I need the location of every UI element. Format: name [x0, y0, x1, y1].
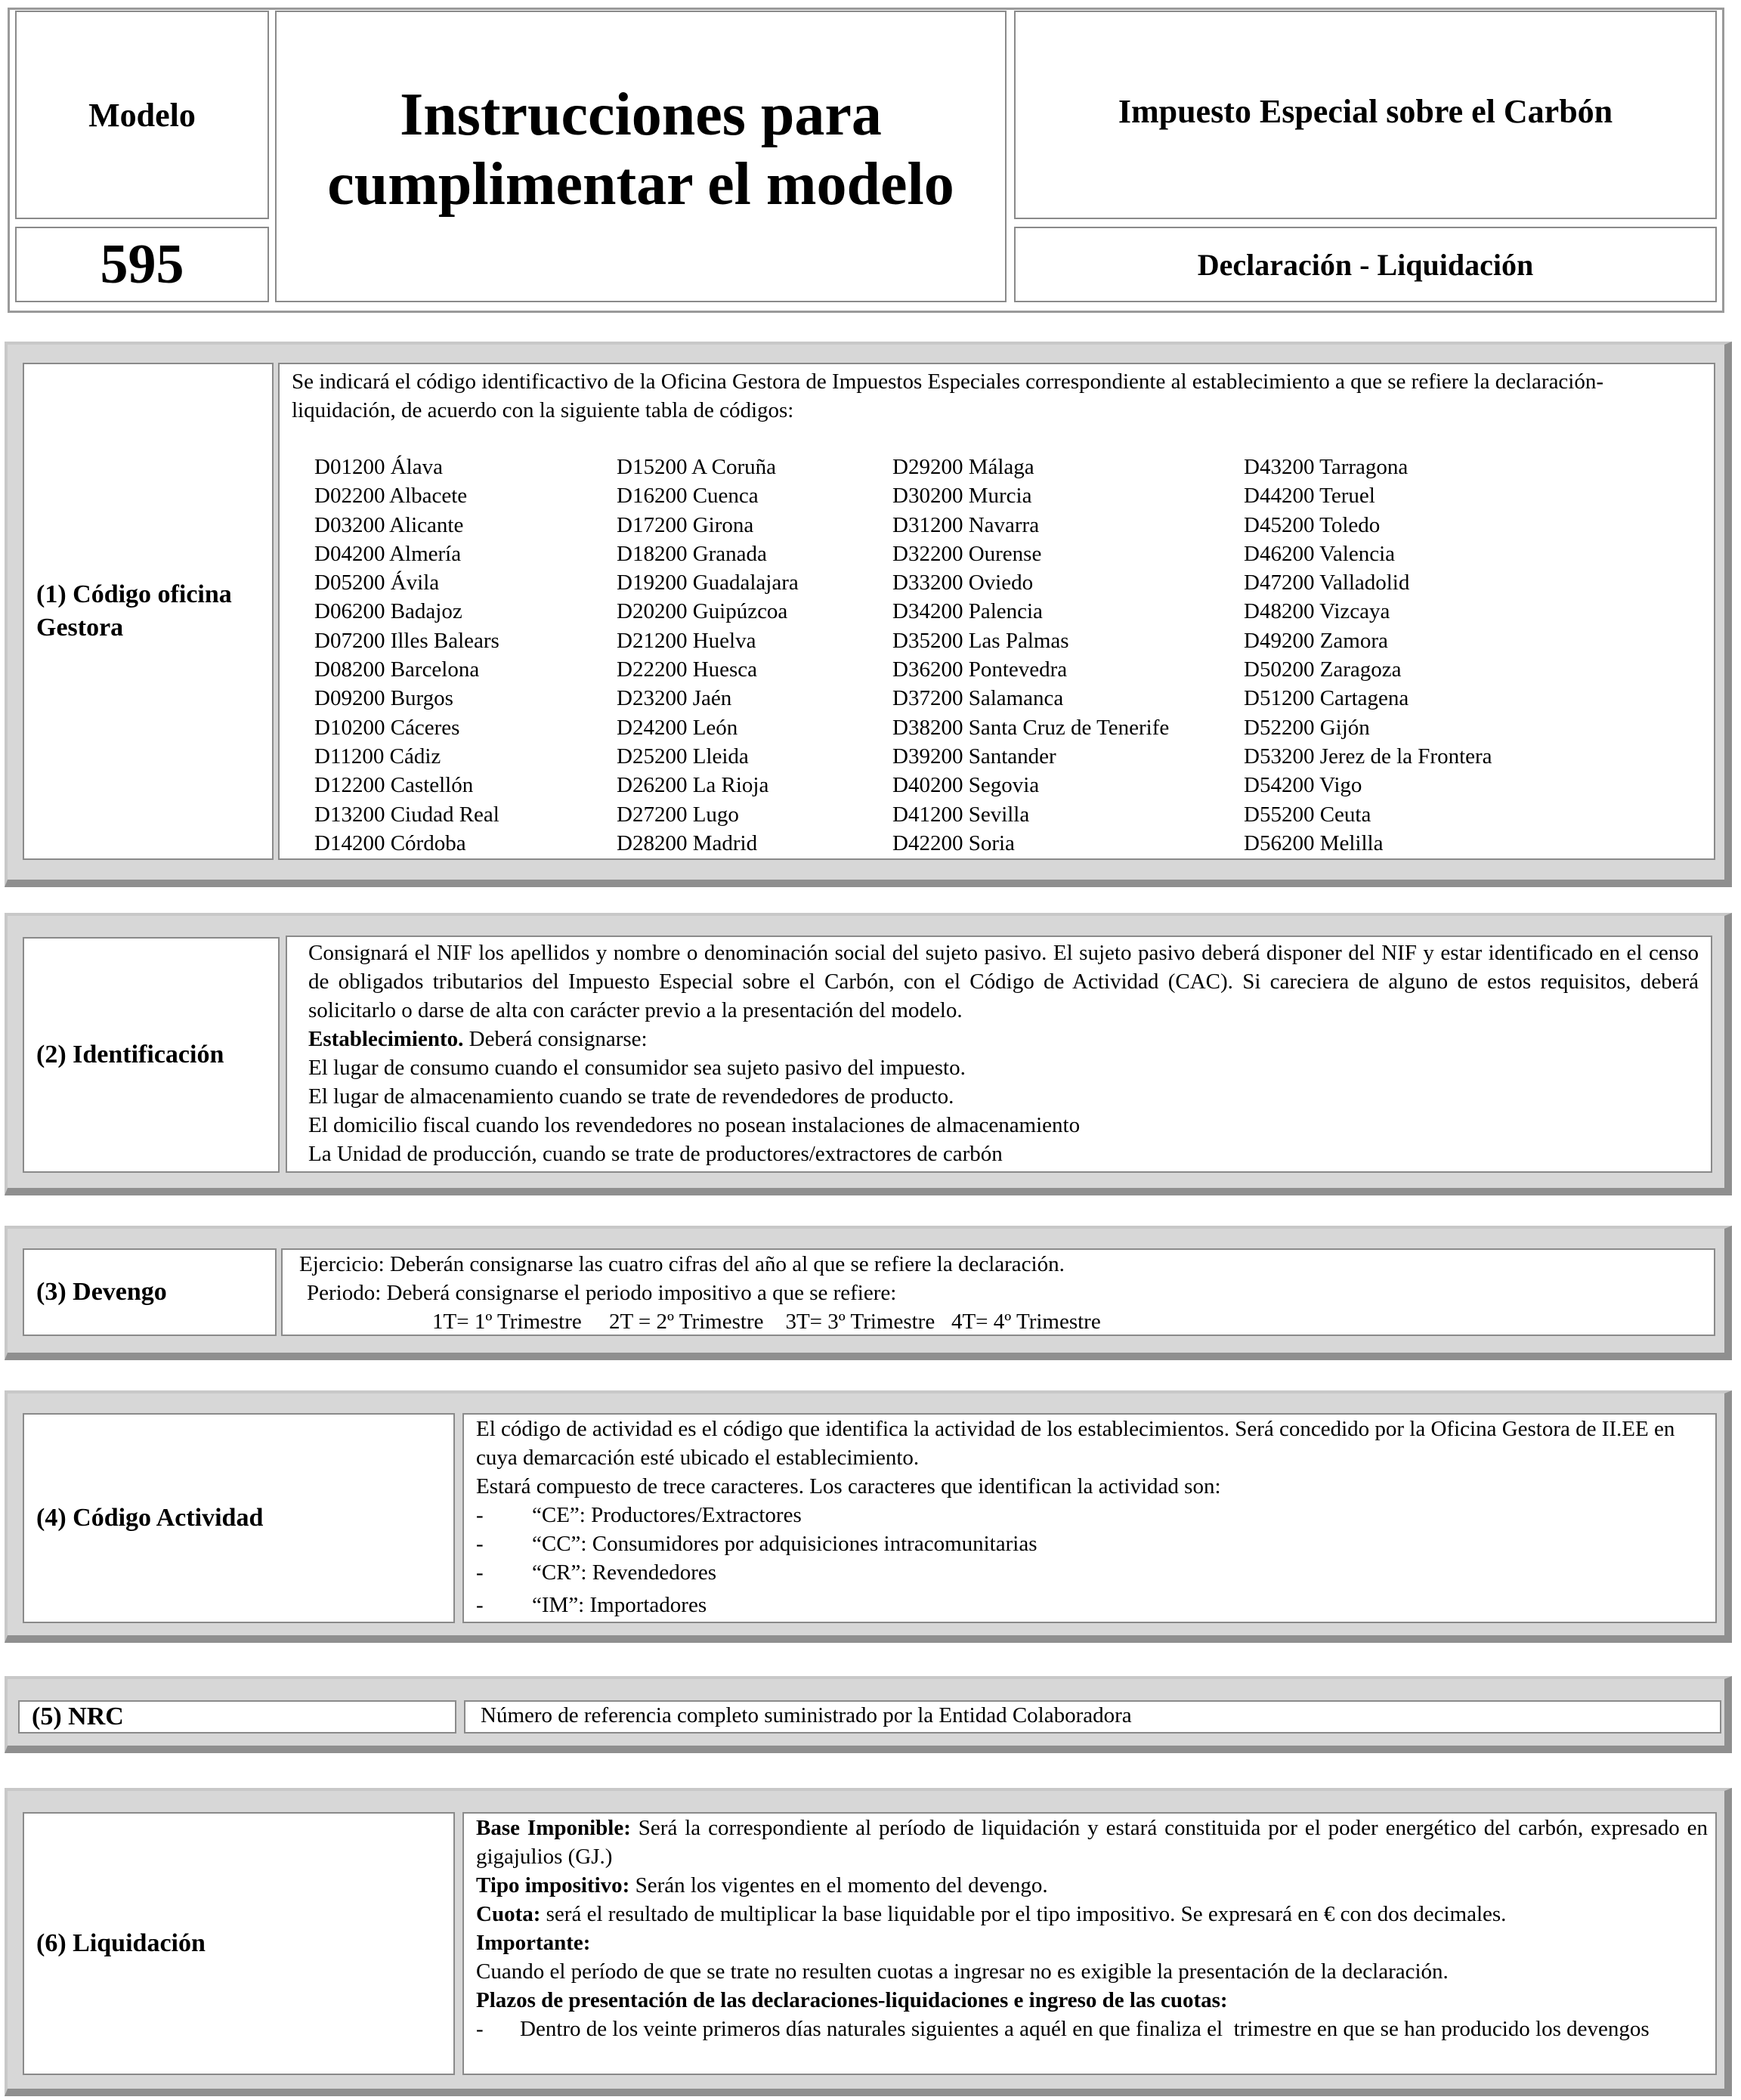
code-item: D46200 Valencia	[1244, 541, 1395, 566]
code-item: D44200 Teruel	[1244, 484, 1375, 509]
code-item: D29200 Málaga	[892, 455, 1034, 479]
code-item: D40200 Segovia	[892, 773, 1040, 798]
code-item: D04200 Almería	[314, 541, 462, 566]
code-item: D14200 Córdoba	[314, 830, 466, 855]
code-item: D11200 Cádiz	[314, 744, 441, 769]
activity-item	[476, 1591, 1708, 1619]
activity-text: “CE”: Productores/Extractores	[532, 1503, 802, 1527]
section-5-label: (5) NRC	[18, 1700, 456, 1734]
code-item: D30200 Murcia	[892, 484, 1032, 509]
code-item: D21200 Huelva	[617, 628, 756, 653]
code-item: D38200 Santa Cruz de Tenerife	[892, 715, 1170, 740]
tipo-impositivo-heading: Tipo impositivo:	[476, 1873, 630, 1897]
code-item: D52200 Gijón	[1244, 715, 1370, 740]
code-item: D49200 Zamora	[1244, 628, 1388, 653]
plazos-heading: Plazos de presentación de las declaraciones-liquidaciones e ingreso de las cuotas:	[476, 1988, 1228, 2012]
list-dash: -	[476, 1593, 484, 1617]
document-type: Declaración - Liquidación	[1014, 227, 1717, 302]
code-item: D37200 Salamanca	[892, 686, 1064, 711]
trimestre-line: 1T= 1º Trimestre 2T = 2º Trimestre 3T= 3º Trimestre 4T= 4º Trimestre	[432, 1310, 1101, 1334]
codes-column-3	[892, 453, 1169, 858]
codes-column-2	[617, 453, 799, 858]
code-item: D01200 Álava	[314, 455, 443, 479]
code-item: D53200 Jerez de la Frontera	[1244, 744, 1492, 769]
section-2-label: (2) Identificación	[23, 937, 280, 1173]
activity-item	[476, 1501, 1708, 1529]
code-item: D54200 Vigo	[1244, 773, 1362, 798]
code-item: D55200 Ceuta	[1244, 802, 1371, 827]
code-item: D23200 Jaén	[617, 686, 732, 711]
code-item: D50200 Zaragoza	[1244, 657, 1402, 682]
base-imponible-text: Será la correspondiente al período de liquidación y estará constituida por el poder energético del carbón, expresado en gigajulios (GJ.)	[476, 1816, 1714, 1869]
code-item: D45200 Toledo	[1244, 512, 1381, 537]
code-item: D27200 Lugo	[617, 802, 739, 827]
cuota-text: será el resultado de multiplicar la base liquidable por el tipo impositivo. Se expresará en € con dos decimales.	[540, 1902, 1507, 1926]
section-1-label: (1) Código oficina Gestora	[23, 363, 274, 860]
establecimiento-item: El lugar de consumo cuando el consumidor sea sujeto pasivo del impuesto.	[308, 1056, 966, 1080]
page-title	[275, 11, 1007, 302]
code-item: D19200 Guadalajara	[617, 571, 799, 595]
modelo-number: 595	[15, 227, 269, 302]
code-item: D02200 Albacete	[314, 484, 468, 509]
base-imponible-heading: Base Imponible:	[476, 1816, 631, 1840]
importante-heading: Importante:	[476, 1931, 591, 1955]
tipo-impositivo	[476, 1871, 1708, 1900]
code-item: D56200 Melilla	[1244, 830, 1384, 855]
code-item: D31200 Navarra	[892, 512, 1040, 537]
code-item: D26200 La Rioja	[617, 773, 769, 798]
code-item: D35200 Las Palmas	[892, 628, 1069, 653]
establecimiento-line	[308, 1025, 1699, 1053]
importante-text: Cuando el período de que se trate no resulten cuotas a ingresar no es exigible la presentación de la declaración.	[476, 1959, 1449, 1984]
code-item: D25200 Lleida	[617, 744, 749, 769]
establecimiento-text: Deberá consignarse:	[463, 1027, 648, 1051]
ejercicio-line: Ejercicio: Deberán consignarse las cuatro cifras del año al que se refiere la declaración.	[299, 1252, 1065, 1276]
section-2-content	[286, 936, 1712, 1173]
code-item: D51200 Cartagena	[1244, 686, 1409, 711]
code-item: D41200 Sevilla	[892, 802, 1030, 827]
section-4-paragraph: El código de actividad es el código que identifica la actividad de los establecimientos. Será concedido por la Oficina Gestora de II.EE en cuya demarcación esté ubicado el establecimiento.	[476, 1417, 1675, 1470]
activity-item	[476, 1529, 1708, 1558]
section-6-label: (6) Liquidación	[23, 1812, 455, 2075]
establecimiento-heading: Establecimiento.	[308, 1027, 464, 1051]
code-item: D16200 Cuenca	[617, 484, 759, 509]
section-4-label: (4) Código Actividad	[23, 1413, 455, 1623]
code-item: D28200 Madrid	[617, 830, 758, 855]
code-item: D43200 Tarragona	[1244, 455, 1409, 479]
section-6-content	[462, 1812, 1717, 2075]
section-5-content: Número de referencia completo suministrado por la Entidad Colaboradora	[464, 1700, 1721, 1734]
code-item: D17200 Girona	[617, 512, 754, 537]
page-title-line2: cumplimentar el modelo	[327, 151, 954, 218]
code-item: D13200 Ciudad Real	[314, 802, 499, 827]
code-item: D15200 A Coruña	[617, 455, 777, 479]
activity-text: “IM”: Importadores	[532, 1593, 707, 1617]
code-item: D36200 Pontevedra	[892, 657, 1068, 682]
code-item: D20200 Guipúzcoa	[617, 599, 788, 624]
activity-text: “CR”: Revendedores	[532, 1560, 717, 1585]
code-item: D24200 León	[617, 715, 738, 740]
list-dash: -	[476, 1503, 484, 1527]
code-item: D47200 Valladolid	[1244, 571, 1410, 595]
establecimiento-item: El domicilio fiscal cuando los revendedores no posean instalaciones de almacenamiento	[308, 1113, 1081, 1137]
section-1-content	[278, 363, 1715, 860]
list-dash: -	[476, 1560, 484, 1585]
cuota	[476, 1900, 1708, 1928]
list-dash: -	[476, 1532, 484, 1556]
code-item: D06200 Badajoz	[314, 599, 462, 624]
modelo-label: Modelo	[15, 11, 269, 219]
code-item: D12200 Castellón	[314, 773, 474, 798]
cuota-heading: Cuota:	[476, 1902, 541, 1926]
code-item: D42200 Soria	[892, 830, 1015, 855]
activity-item	[476, 1558, 1708, 1587]
code-item: D07200 Illes Balears	[314, 628, 499, 653]
base-imponible	[476, 1814, 1714, 1871]
establecimiento-item: La Unidad de producción, cuando se trate de productores/extractores de carbón	[308, 1142, 1003, 1166]
section-2-paragraph: Consignará el NIF los apellidos y nombre o denominación social del sujeto pasivo. El sujeto pasivo deberá disponer del NIF y estar identificado en el censo de obligados tributarios del Impuesto Especial sobre el Carbón, con el Código de Actividad (CAC). Si careciera de alguno de estos requisitos, deberá solicitarlo o darse de alta con carácter previo a la presentación del modelo.	[308, 941, 1699, 1022]
code-item: D22200 Huesca	[617, 657, 758, 682]
codes-column-4	[1244, 453, 1492, 858]
section-3-label: (3) Devengo	[23, 1248, 277, 1336]
section-4-content	[462, 1413, 1717, 1623]
code-item: D03200 Alicante	[314, 512, 464, 537]
page-title-line1: Instrucciones para	[400, 82, 882, 148]
periodo-line: Periodo: Deberá consignarse el periodo impositivo a que se refiere:	[307, 1281, 897, 1305]
code-item: D09200 Burgos	[314, 686, 453, 711]
code-item: D34200 Palencia	[892, 599, 1043, 624]
section-4-line: Estará compuesto de trece caracteres. Los caracteres que identifican la actividad son:	[476, 1474, 1221, 1498]
code-item: D05200 Ávila	[314, 571, 440, 595]
code-item: D48200 Vizcaya	[1244, 599, 1390, 624]
plazos-item	[476, 2015, 1708, 2043]
tipo-impositivo-text: Serán los vigentes en el momento del devengo.	[629, 1873, 1048, 1897]
tax-name: Impuesto Especial sobre el Carbón	[1014, 11, 1717, 219]
section-3-content	[281, 1248, 1715, 1336]
code-item: D18200 Granada	[617, 541, 767, 566]
code-item: D08200 Barcelona	[314, 657, 480, 682]
activity-text: “CC”: Consumidores por adquisiciones intracomunitarias	[532, 1532, 1037, 1556]
list-dash: -	[476, 2017, 484, 2041]
section-1-intro: Se indicará el código identificactivo de la Oficina Gestora de Impuestos Especiales correspondiente al establecimiento a que se refiere la declaración-liquidación, de acuerdo con la siguiente tabla de códigos:	[292, 370, 1604, 422]
establecimiento-item: El lugar de almacenamiento cuando se trate de revendedores de producto.	[308, 1084, 954, 1109]
plazos-text: Dentro de los veinte primeros días naturales siguientes a aquél en que finaliza el trimestre en que se han producido los devengos	[520, 2017, 1650, 2041]
code-item: D39200 Santander	[892, 744, 1056, 769]
code-item: D10200 Cáceres	[314, 715, 460, 740]
codes-column-1	[314, 453, 499, 858]
code-item: D33200 Oviedo	[892, 571, 1034, 595]
code-item: D32200 Ourense	[892, 541, 1042, 566]
